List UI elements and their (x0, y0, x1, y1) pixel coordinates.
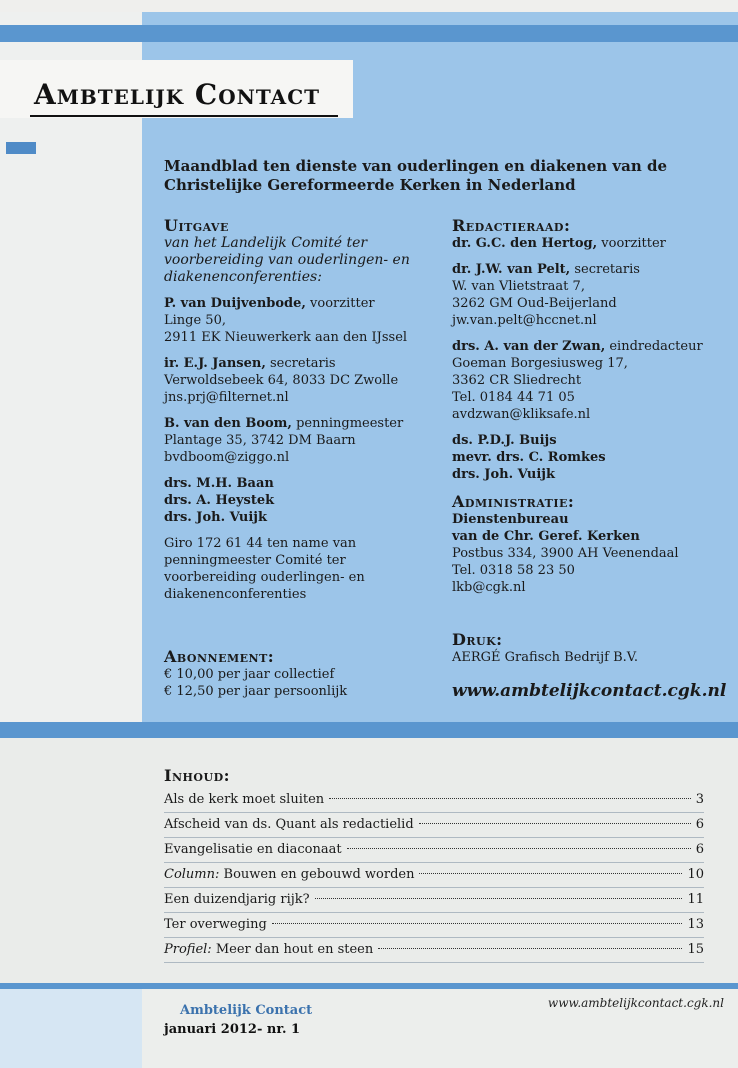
page-title: Ambtelijk Contact (34, 78, 321, 111)
person-block (164, 355, 444, 406)
person-name: P. van Duijvenbode, (164, 296, 306, 311)
toc-item[interactable]: Een duizendjarig rijk? 11 (164, 888, 704, 913)
toc-page: 10 (687, 867, 704, 882)
giro-text: Giro 172 61 44 ten name van penningmeester Comité ter voorbereiding ouderlingen- en diakenenconferenties (164, 536, 365, 602)
footer-url[interactable]: www.ambtelijkcontact.cgk.nl (547, 996, 724, 1010)
person-block (452, 338, 732, 423)
person-name: dr. G.C. den Hertog, (452, 236, 598, 251)
phone-line: Tel. 0318 58 23 50 (452, 563, 575, 578)
toc-item[interactable]: Profiel: Meer dan hout en steen 15 (164, 938, 704, 963)
address-line: Linge 50, (164, 313, 226, 328)
person-block (164, 415, 444, 466)
toc-page: 13 (687, 917, 704, 932)
redactieraad-heading: Redactieraad: (452, 216, 571, 235)
toc-item[interactable]: Als de kerk moet sluiten 3 (164, 788, 704, 813)
price-line: € 10,00 per jaar collectief (164, 667, 335, 682)
table-of-contents (164, 766, 704, 963)
toc-item[interactable]: Ter overweging 13 (164, 913, 704, 938)
address-line: Postbus 334, 3900 AH Veenendaal (452, 546, 679, 561)
address-line: 3362 CR Sliedrecht (452, 373, 582, 388)
toc-item[interactable]: Evangelisatie en diaconaat 6 (164, 838, 704, 863)
toc-page: 6 (695, 817, 704, 832)
subtitle: Maandblad ten dienste van ouderlingen en diakenen van de Christelijke Gereformeerde Kerken in Nederland (164, 157, 667, 194)
member-name: drs. M.H. Baan (164, 476, 274, 491)
person-name: drs. A. van der Zwan, (452, 339, 606, 354)
email-link[interactable]: jns.prj@filternet.nl (164, 390, 289, 405)
accent-bar (6, 142, 36, 154)
address-line: Goeman Borgesiusweg 17, (452, 356, 628, 371)
person-role: secretaris (570, 262, 640, 277)
person-role: secretaris (265, 356, 336, 371)
address-line: 2911 EK Nieuwerkerk aan den IJssel (164, 330, 408, 345)
uitgave-heading: Uitgave (164, 216, 229, 235)
druk-block (452, 630, 732, 666)
email-link[interactable]: lkb@cgk.nl (452, 580, 526, 595)
person-role: voorzitter (597, 236, 666, 251)
email-link[interactable]: bvdboom@ziggo.nl (164, 450, 290, 465)
email-link[interactable]: jw.van.pelt@hccnet.nl (452, 313, 597, 328)
person-block (164, 295, 444, 346)
footer-publication-name: Ambtelijk Contact (180, 1003, 313, 1018)
member-list (452, 432, 732, 483)
org-line: Dienstenbureau (452, 512, 569, 527)
footer-left (0, 983, 142, 1068)
inhoud-heading: Inhoud: (164, 766, 231, 785)
printer-line: AERGÉ Grafisch Bedrijf B.V. (452, 650, 638, 665)
middle-band (0, 722, 738, 738)
abonnement-block (164, 647, 444, 700)
website-link[interactable]: www.ambtelijkcontact.cgk.nl (452, 681, 727, 701)
footer-band (0, 983, 738, 989)
toc-page: 15 (687, 942, 704, 957)
druk-heading: Druk: (452, 630, 503, 649)
price-line: € 12,50 per jaar persoonlijk (164, 684, 348, 699)
administratie-heading: Administratie: (452, 492, 575, 511)
uitgave-intro: van het Landelijk Comité ter voorbereiding van ouderlingen- en diakenenconferenties: (164, 235, 410, 285)
footer-issue: januari 2012- nr. 1 (164, 1022, 301, 1037)
person-role: penningmeester (291, 416, 404, 431)
toc-page: 6 (695, 842, 704, 857)
toc-item[interactable]: Afscheid van ds. Quant als redactielid 6 (164, 813, 704, 838)
person-block (452, 261, 732, 329)
toc-page: 3 (695, 792, 704, 807)
phone-line: Tel. 0184 44 71 05 (452, 390, 575, 405)
toc-item[interactable]: Column: Bouwen en gebouwd worden 10 (164, 863, 704, 888)
member-name: drs. Joh. Vuijk (452, 467, 555, 482)
person-name: B. van den Boom, (164, 416, 292, 431)
top-margin (0, 0, 738, 12)
person-role: eindredacteur (605, 339, 703, 354)
right-column (452, 216, 732, 605)
toc-page: 11 (687, 892, 704, 907)
member-name: ds. P.D.J. Buijs (452, 433, 557, 448)
person-name: ir. E.J. Jansen, (164, 356, 266, 371)
address-line: 3262 GM Oud-Beijerland (452, 296, 617, 311)
person-block (452, 235, 732, 252)
member-name: drs. Joh. Vuijk (164, 510, 267, 525)
person-name: dr. J.W. van Pelt, (452, 262, 571, 277)
left-column (164, 216, 444, 612)
address-line: W. van Vlietstraat 7, (452, 279, 585, 294)
member-list (164, 475, 444, 526)
top-band (0, 25, 738, 42)
member-name: drs. A. Heystek (164, 493, 275, 508)
address-line: Verwoldsebeek 64, 8033 DC Zwolle (164, 373, 399, 388)
email-link[interactable]: avdzwan@kliksafe.nl (452, 407, 591, 422)
administratie-block (452, 511, 732, 596)
org-line: van de Chr. Geref. Kerken (452, 529, 640, 544)
address-line: Plantage 35, 3742 DM Baarn (164, 433, 356, 448)
abonnement-heading: Abonnement: (164, 647, 275, 666)
person-role: voorzitter (305, 296, 375, 311)
member-name: mevr. drs. C. Romkes (452, 450, 606, 465)
title-underline (30, 115, 338, 117)
